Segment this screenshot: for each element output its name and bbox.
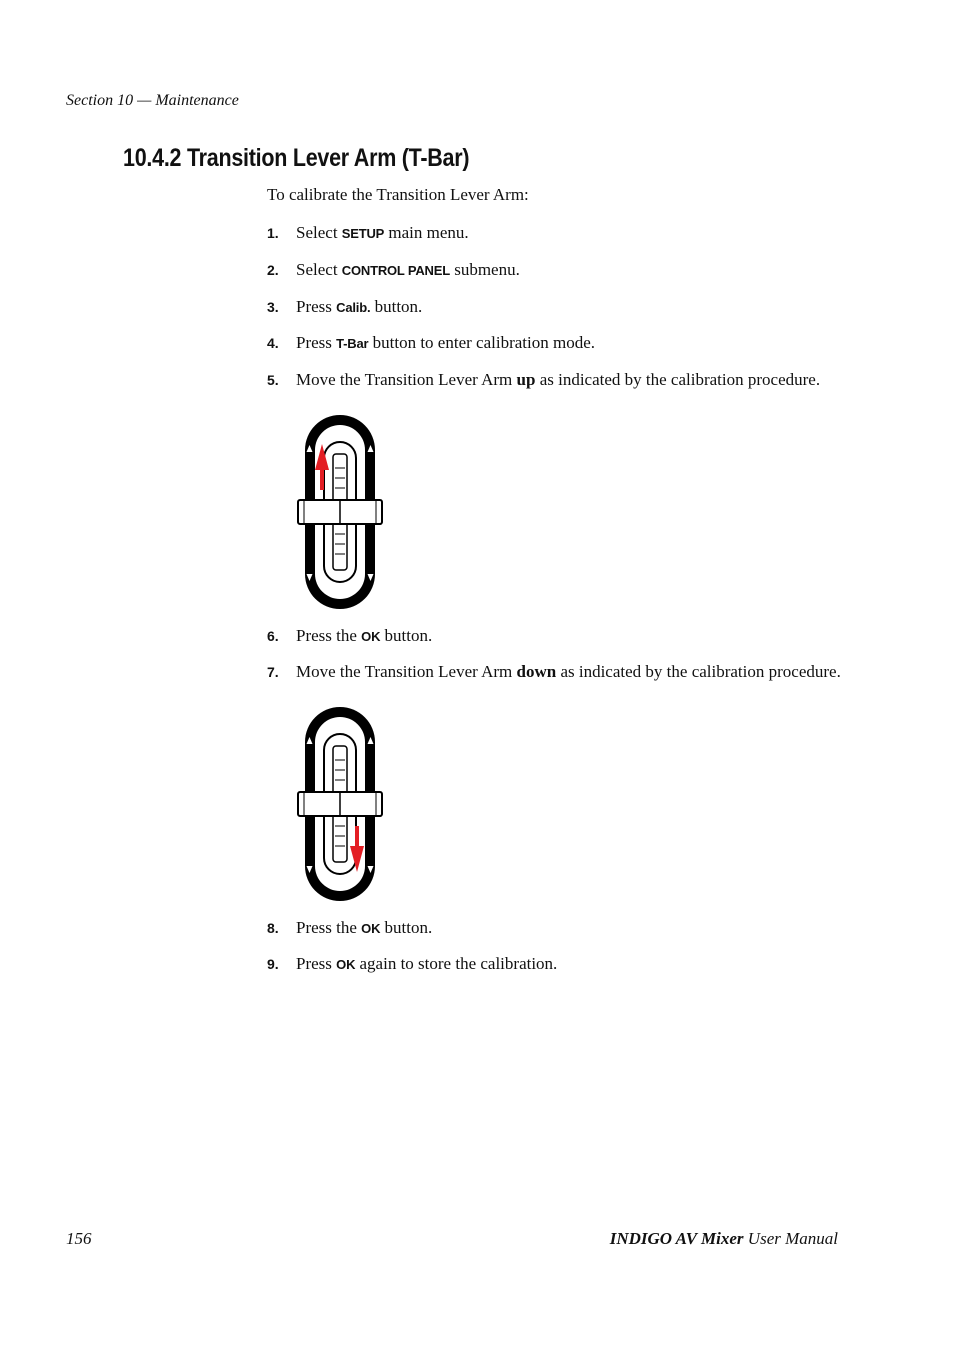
list-item: 3. Press Calib. button. <box>267 297 423 316</box>
step-number: 6. <box>267 628 279 644</box>
emphasis: down <box>516 662 557 681</box>
step-number: 8. <box>267 920 279 936</box>
step-number: 9. <box>267 956 279 972</box>
keyword: OK <box>361 921 381 936</box>
list-item: 6. Press the OK button. <box>267 626 433 645</box>
keyword: SETUP <box>341 226 385 241</box>
keyword: Calib. <box>336 300 371 315</box>
keyword: T-Bar <box>336 336 369 351</box>
manual-title: INDIGO AV Mixer User Manual <box>609 1229 838 1248</box>
keyword: OK <box>361 629 381 644</box>
list-item: 2. Select CONTROL PANEL submenu. <box>267 260 520 279</box>
keyword: OK <box>336 957 356 972</box>
step-number: 4. <box>267 335 279 351</box>
step-number: 2. <box>267 262 279 278</box>
page-title: 10.4.2 Transition Lever Arm (T-Bar) <box>123 144 470 172</box>
list-item: 1. Select SETUP main menu. <box>267 223 469 242</box>
list-item: 4. Press T-Bar button to enter calibration mode. <box>267 333 595 352</box>
tbar-down-illustration <box>295 704 385 904</box>
list-item: 9. Press OK again to store the calibration. <box>267 954 558 973</box>
emphasis: up <box>516 370 536 389</box>
page-number: 156 <box>66 1229 92 1248</box>
step-number: 1. <box>267 225 279 241</box>
step-number: 7. <box>267 664 279 680</box>
list-item: 7. Move the Transition Lever Arm down as indicated by the calibration procedure. <box>267 662 841 681</box>
list-item: 8. Press the OK button. <box>267 918 433 937</box>
keyword: CONTROL PANEL <box>341 263 450 278</box>
product-name: INDIGO AV Mixer <box>609 1229 744 1248</box>
step-number: 5. <box>267 372 279 388</box>
section-header: Section 10 — Maintenance <box>66 92 239 109</box>
tbar-up-illustration <box>295 412 385 612</box>
step-number: 3. <box>267 299 279 315</box>
list-item: 5. Move the Transition Lever Arm up as indicated by the calibration procedure. <box>267 370 821 389</box>
intro-text: To calibrate the Transition Lever Arm: <box>267 185 529 204</box>
